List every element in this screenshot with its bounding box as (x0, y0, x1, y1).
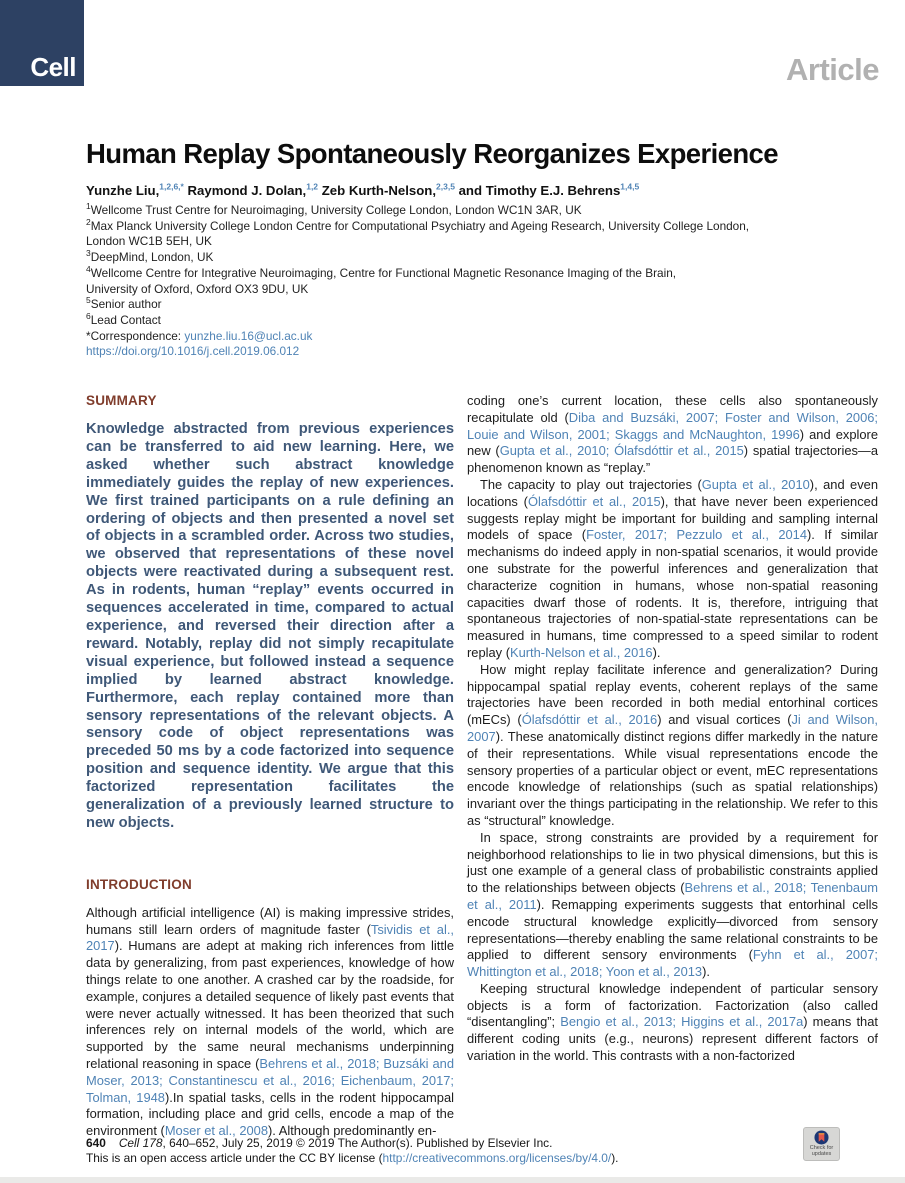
text-segment: Wellcome Centre for Integrative Neuroimaging, Centre for Functional Magnetic Resonance Imaging of the Brain, (90, 265, 677, 280)
text-segment: ). These anatomically distinct regions differ markedly in the nature of their representations. While visual representations encode the sensory properties of a particular object or event, mEC representations encode knowledge of relationships (such as spatial relationships) invariant over the things participating in the relationship. We refer to this as “structural” knowledge. (467, 728, 878, 828)
introduction-paragraph (86, 905, 454, 1140)
citation-link[interactable]: 1,2,6,* (159, 181, 184, 192)
citation-link[interactable]: 2,3,5 (436, 181, 455, 192)
text-segment: Zeb Kurth-Nelson, (318, 183, 437, 198)
citation-link[interactable]: 1,2 (306, 181, 319, 192)
text-segment: ) and explore new ( (467, 426, 878, 459)
citation-link[interactable]: Gupta et al., 2010 (701, 476, 810, 492)
text-segment: ). Remapping experiments suggests that entorhinal cells encode structural knowledge explicitly—divorced from sensory representations—thereby enabling the same relational constraints to be applied to different sensory environments ( (467, 896, 878, 963)
body-paragraph-1 (467, 393, 878, 477)
text-segment: , 640–652, July 25, 2019 © 2019 The Author(s). Published by Elsevier Inc. (162, 1136, 553, 1150)
affiliation-line-4 (86, 263, 878, 297)
text-segment: This is an open access article under the CC BY license ( (86, 1151, 383, 1166)
affiliation-line-1 (86, 203, 878, 219)
title-block (86, 138, 878, 360)
affiliation-line-2 (86, 216, 878, 250)
text-segment: The capacity to play out trajectories ( (480, 476, 702, 492)
article-body (86, 393, 878, 1140)
body-paragraph-2 (467, 477, 878, 662)
text-segment: Although artificial intelligence (AI) is making impressive strides, humans still learn orders of magnitude faster ( (86, 904, 454, 937)
text-segment: In space, strong constraints are provided by a requirement for neighborhood relationships to lie in two physical dimensions, but this is just one example of a general class of probabilistic constraints applied to the relationships between objects ( (467, 829, 878, 896)
text-segment: ). (611, 1151, 619, 1166)
page-footer (86, 1136, 796, 1167)
body-paragraph-3 (467, 662, 878, 830)
citation-link[interactable]: Behrens et al., 2018; Buzsáki and Moser, 2013; Constantinescu et al., 2016; Eichenbaum, 2017; Tolman, 1948 (86, 1056, 454, 1105)
crossmark-label: Check for updates (809, 1145, 834, 1157)
text-segment: 5 (86, 295, 91, 306)
text-segment: ) means that different coding units (e.g., neurons) represent different factors of variation in the world. This contrasts with a non-factorized (467, 1014, 878, 1064)
summary-paragraph: Knowledge abstracted from previous experiences can be transferred to aid new learning. Here, we asked whether such abstract knowledge immediately guides the replay of new experiences. We first trained participants on a rule defining an ordering of objects and then presented a novel set of objects in a scrambled order. Across two studies, we observed that representations of these novel objects were reactivated during a subsequent rest. As in rodents, human “replay” events occurred in sequences accelerated in time, compared to actual experience, and reversed their direction after a reward. Notably, replay did not simply recapitulate visual experience, but followed instead a sequence implied by learned abstract knowledge. Furthermore, each replay contained more than sensory representations of the relevant objects. A sensory code of object representations was preceded 50 ms by a code factorized into sequence position and sequence identity. We argue that this factorized representation facilitates the generalization of a previously learned structure to new objects. (86, 421, 454, 831)
text-segment: ). Humans are adept at making rich inferences from little data by generalizing, from past experiences, knowledge of how things relate to one another. A crashed car by the roadside, for example, conjures a detailed sequence of likely past events that were never actually witnessed. It has been theorized that such inferences rely on internal models of the world, which are supported by the same neural mechanisms underpinning relational reasoning in space ( (86, 938, 454, 1072)
footer-citation (86, 1136, 796, 1151)
citation-link[interactable]: Moser et al., 2008 (164, 1123, 268, 1139)
text-segment: 6 (86, 311, 91, 321)
text-segment: DeepMind, London, UK (90, 250, 214, 265)
correspondence-email-link[interactable]: yunzhe.liu.16@ucl.ac.uk (184, 328, 313, 343)
text-segment: ). If similar mechanisms do indeed apply in non-spatial scenarios, it would provide one substrate for the powerful inferences and generalization that characterize cognition in humans, whose non-spatial reasoning capacities dwarf those of rodents. It is, therefore, intriguing that spontaneous trajectories of non-spatial-state representations can be measured in humans, time compressed to a speed similar to rodent replay ( (467, 527, 879, 660)
citation-link[interactable]: Tsividis et al., 2017 (86, 921, 454, 954)
affiliation-line-3 (86, 250, 878, 266)
body-paragraph-4 (467, 830, 878, 981)
journal-name: Cell (30, 52, 76, 82)
license-link[interactable]: http://creativecommons.org/licenses/by/4.0/ (382, 1151, 612, 1166)
text-segment: London WC1B 5EH, UK (86, 234, 212, 249)
citation-link[interactable]: Foster, 2017; Pezzulo et al., 2014 (586, 527, 808, 543)
text-segment: ), and even locations ( (467, 476, 878, 509)
text-segment: Senior author (90, 297, 162, 312)
text-segment: ). Although predominantly en- (268, 1123, 437, 1139)
correspondence-line (86, 329, 878, 345)
citation-link[interactable]: Ji and Wilson, 2007 (467, 712, 878, 744)
citation-link[interactable]: Fyhn et al., 2007; Whittington et al., 2018; Yoon et al., 2013 (467, 947, 878, 980)
citation-link[interactable]: Ólafsdóttir et al., 2015 (527, 493, 661, 509)
text-segment: University of Oxford, Oxford OX3 9DU, UK (86, 281, 309, 296)
text-segment: *Correspondence: (86, 328, 185, 343)
text-segment: 640 (86, 1136, 106, 1150)
citation-link[interactable]: Kurth-Nelson et al., 2016 (509, 644, 653, 660)
right-column (467, 393, 878, 1140)
bottom-strip (0, 1177, 905, 1183)
citation-link[interactable]: Bengio et al., 2013; Higgins et al., 2017a (560, 1014, 804, 1030)
text-segment: Lead Contact (90, 312, 161, 327)
citation-link[interactable]: Diba and Buzsáki, 2007; Foster and Wilson, 2006; Louie and Wilson, 2001; Skaggs and McNaughton, 1996 (467, 409, 878, 442)
cell-logo (0, 0, 84, 86)
footer-license (86, 1151, 796, 1166)
citation-link[interactable]: Ólafsdóttir et al., 2016 (521, 712, 658, 728)
affiliations (86, 203, 878, 360)
text-segment: Max Planck University College London Centre for Computational Psychiatry and Ageing Research, University College London, (90, 218, 750, 233)
text-segment: Cell 178 (118, 1136, 163, 1150)
text-segment: 1 (86, 201, 91, 212)
text-segment: ). (652, 644, 661, 660)
citation-link[interactable]: Gupta et al., 2010; Ólafsdóttir et al., 2015 (499, 443, 744, 459)
text-segment: Keeping structural knowledge independent of particular sensory objects is a form of factorization. Factorization (also called “disentangling”; (467, 980, 878, 1030)
text-segment: ) and visual cortices ( (657, 712, 792, 728)
summary-heading: SUMMARY (86, 393, 157, 408)
citation-link[interactable]: 1,4,5 (620, 181, 640, 192)
introduction-heading: INTRODUCTION (86, 876, 192, 892)
author-line (86, 183, 878, 198)
text-segment: 2 (86, 216, 91, 227)
text-segment: Wellcome Trust Centre for Neuroimaging, University College London, London WC1N 3AR, UK (90, 203, 582, 217)
citation-link[interactable]: Behrens et al., 2018; Tenenbaum et al., 2011 (467, 880, 878, 912)
text-segment: 4 (86, 263, 91, 274)
affiliation-line-6 (86, 313, 878, 329)
text-segment: and Timothy E.J. Behrens (454, 183, 621, 198)
text-segment: ) spatial trajectories—a phenomenon known as “replay.” (467, 443, 878, 476)
paper-title: Human Replay Spontaneously Reorganizes Experience (86, 138, 778, 169)
text-segment: ). (702, 964, 710, 980)
text-segment: Yunzhe Liu, (86, 183, 160, 198)
article-type-label: Article (786, 52, 879, 87)
left-column (86, 393, 454, 1140)
text-segment: ), that have never been experienced suggests replay might be important for building and sampling internal models of space ( (467, 493, 878, 543)
affiliation-line-5 (86, 297, 878, 313)
crossmark-icon (814, 1130, 829, 1145)
doi-link[interactable]: https://doi.org/10.1016/j.cell.2019.06.012 (86, 344, 300, 359)
text-segment: Raymond J. Dolan, (183, 183, 307, 198)
body-paragraph-5 (467, 981, 878, 1065)
doi-line (86, 344, 878, 360)
text-segment: coding one’s current location, these cells also spontaneously recapitulate old ( (467, 393, 878, 425)
text-segment: 3 (86, 248, 91, 259)
text-segment: ).In spatial tasks, cells in the rodent hippocampal formation, including place and grid cells, encode a map of the environment ( (86, 1089, 454, 1139)
crossmark-badge[interactable] (803, 1127, 840, 1161)
text-segment: How might replay facilitate inference and generalization? During hippocampal spatial replay events, coherent replays of the same trajectories have been recorded in both medial entorhinal cortices (mECs) ( (467, 661, 878, 728)
